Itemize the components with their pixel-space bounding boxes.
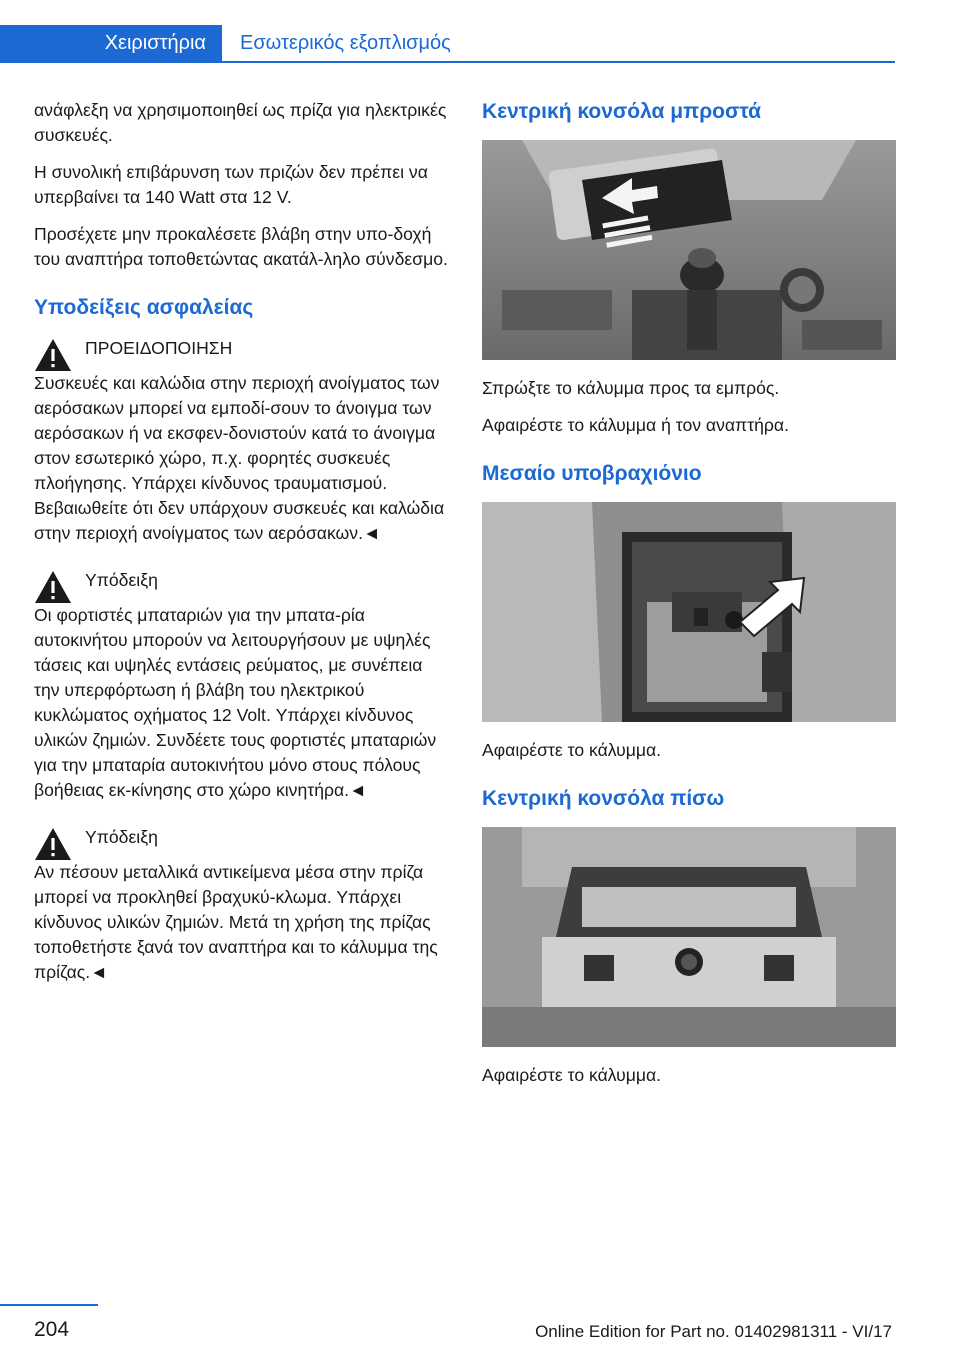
heading-middle-armrest: Μεσαίο υποβραχιόνιο xyxy=(482,462,702,485)
page-header xyxy=(0,0,960,62)
middle-armrest-photo xyxy=(482,502,896,722)
paragraph-ignition-socket: ανάφλεξη να χρησιμοποιηθεί ως πρίζα για ηλεκτρικές συσκευές. xyxy=(34,100,447,145)
paragraph-remove-cover-rear: Αφαιρέστε το κάλυμμα. xyxy=(482,1065,662,1085)
paragraph-push-cover: Σπρώξτε το κάλυμμα προς τα εμπρός. xyxy=(482,378,780,398)
section-tab-interior-equipment: Εσωτερικός εξοπλισμός xyxy=(240,32,451,54)
notice-block-battery-chargers xyxy=(34,568,450,803)
warning-triangle-icon xyxy=(34,570,72,604)
paragraph-socket-damage: Προσέχετε μην προκαλέσετε βλάβη στην υπο‐δοχή του αναπτήρα τοποθετώντας ακατάλ‐ληλο σύνδεσμο. xyxy=(34,224,448,269)
header-divider xyxy=(0,61,895,63)
notice-title: Υπόδειξη xyxy=(85,570,158,590)
rear-console-photo xyxy=(482,827,896,1047)
chapter-tab-controls: Χειριστήρια xyxy=(0,25,222,62)
notice-text: Οι φορτιστές μπαταριών για την μπατα‐ρία αυτοκινήτου μπορούν να λειτουργήσουν με υψηλές τάσεις και υψηλές εντάσεις ρεύματος, με συνέπεια την υπερφόρτωση ή βλάβη του ηλεκτρικού κυκλώματος οχήματος 12 Volt. Υπάρχει κίνδυνος υλικών ζημιών. Συνδέετε τους φορτιστές μπαταριών για την μπαταρία αυτοκινήτου μόνο στους πόλους βοήθειας εκ‐κίνησης στο χώρο κινητήρα.◄ xyxy=(34,605,437,800)
warning-text: Συσκευές και καλώδια στην περιοχή ανοίγματος των αερόσακων μπορεί να εμποδί‐σουν το άνοιγμα των αερόσακων ή να εκσφεν‐δονιστούν κατά το άνοιγμα στον εσωτερικό χώρο, π.χ. φορητές συσκευές πλοήγησης. Υπάρχει κίνδυνος τραυματισμού. Βεβαιωθείτε ότι δεν υπάρχουν συσκευές και καλώδια στην περιοχή ανοίγματος των αερόσακων.◄ xyxy=(34,373,445,543)
paragraph-remove-cover-lighter: Αφαιρέστε το κάλυμμα ή τον αναπτήρα. xyxy=(482,415,789,435)
edition-note: Online Edition for Part no. 01402981311 - VI/17 xyxy=(535,1322,892,1341)
footer-divider xyxy=(0,1304,98,1306)
notice-block-metal-objects xyxy=(34,825,450,985)
warning-title: ΠΡΟΕΙΔΟΠΟΙΗΣΗ xyxy=(85,338,233,358)
notice-title: Υπόδειξη xyxy=(85,827,158,847)
heading-safety-notes: Υποδείξεις ασφαλείας xyxy=(34,296,254,319)
warning-block-airbags xyxy=(34,336,450,546)
front-console-photo xyxy=(482,140,896,360)
paragraph-remove-cover-middle: Αφαιρέστε το κάλυμμα. xyxy=(482,740,662,760)
warning-triangle-icon xyxy=(34,338,72,372)
heading-front-center-console: Κεντρική κονσόλα μπροστά xyxy=(482,100,762,123)
warning-triangle-icon xyxy=(34,827,72,861)
notice-text: Αν πέσουν μεταλλικά αντικείμενα μέσα στην πρίζα μπορεί να προκληθεί βραχυκύ‐κλωμα. Υπάρχει κίνδυνος υλικών ζημιών. Μετά τη χρήση της πρίζας τοποθετήστε ξανά τον αναπτήρα και το κάλυμμα της πρίζας.◄ xyxy=(34,862,438,982)
page-number: 204 xyxy=(34,1318,70,1341)
paragraph-total-load: Η συνολική επιβάρυνση των πριζών δεν πρέπει να υπερβαίνει τα 140 Watt στα 12 V. xyxy=(34,162,428,207)
heading-rear-center-console: Κεντρική κονσόλα πίσω xyxy=(482,787,725,810)
left-column xyxy=(34,98,450,999)
right-column xyxy=(482,98,898,1100)
